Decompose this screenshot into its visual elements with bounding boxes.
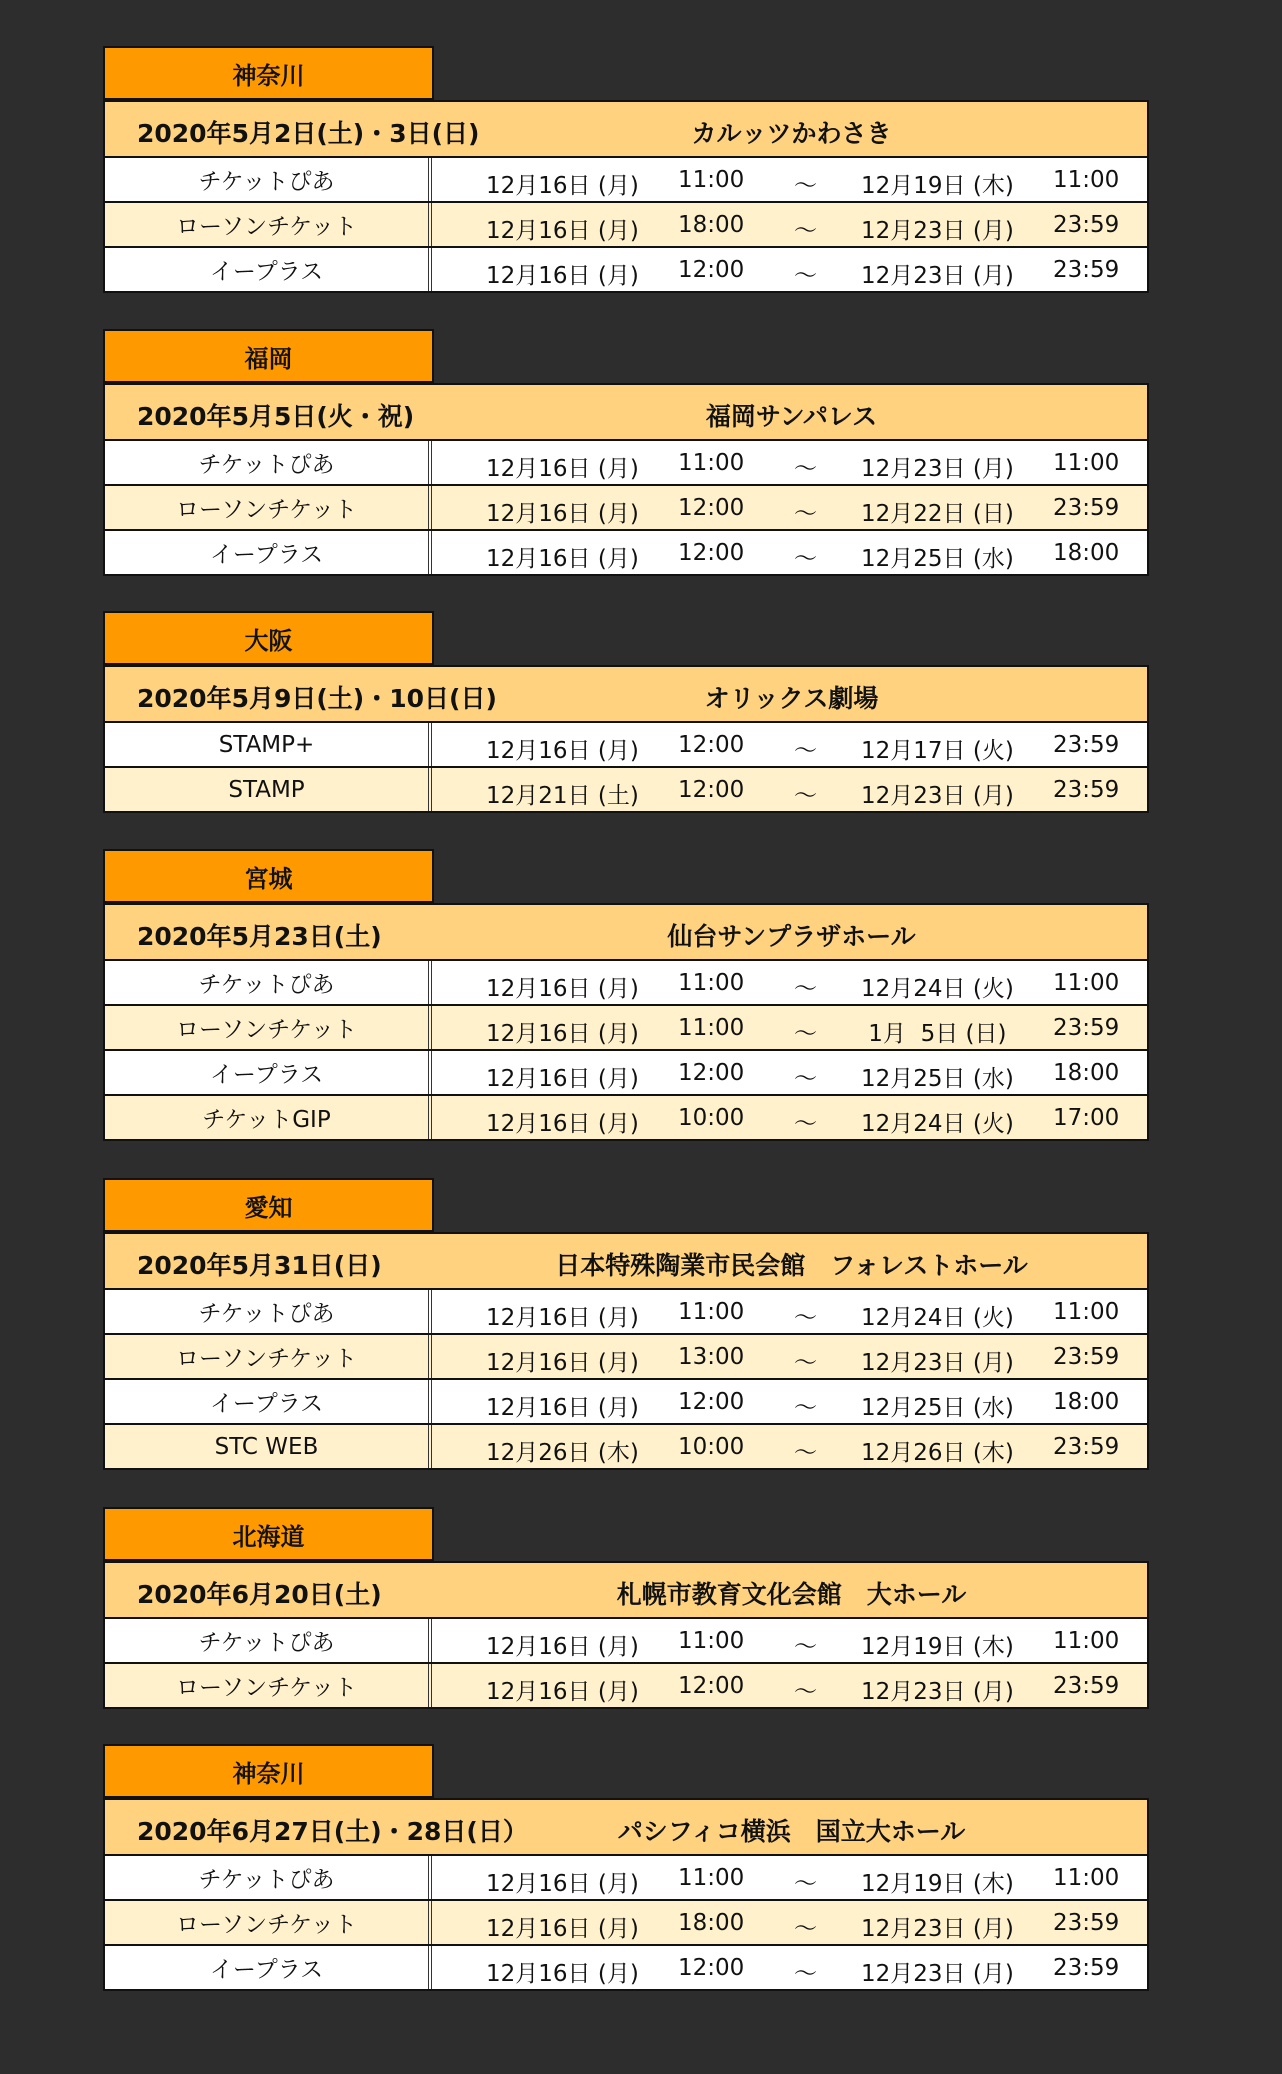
ticket-seller: ローソンチケット xyxy=(105,1006,432,1049)
range-separator: ～ xyxy=(794,783,817,809)
ticket-row xyxy=(103,1290,1149,1335)
ticket-row xyxy=(103,1006,1149,1051)
sale-end-date: 12月19日 (木) xyxy=(861,1871,1014,1897)
range-separator: ～ xyxy=(794,976,817,1002)
range-separator: ～ xyxy=(794,1350,817,1376)
sale-start-time: 12:00 xyxy=(678,777,745,803)
sale-start-time: 12:00 xyxy=(678,1389,745,1415)
ticket-seller: イープラス xyxy=(105,1051,432,1094)
ticket-seller: イープラス xyxy=(105,1380,432,1423)
event-header xyxy=(103,100,1149,158)
venue-block xyxy=(103,1744,1149,1991)
sale-end-time: 23:59 xyxy=(1053,257,1120,283)
ticket-seller: チケットぴあ xyxy=(105,961,432,1004)
ticket-seller: STAMP xyxy=(105,768,432,811)
sale-start-time: 11:00 xyxy=(678,450,745,476)
event-venue: 福岡サンパレス xyxy=(705,402,878,431)
ticket-seller: ローソンチケット xyxy=(105,1664,432,1707)
sale-end-time: 11:00 xyxy=(1053,1865,1120,1891)
sale-start-date: 12月16日 (月) xyxy=(486,546,639,572)
sale-start-time: 11:00 xyxy=(678,167,745,193)
ticket-seller: STAMP+ xyxy=(105,723,432,766)
region-tab: 福岡 xyxy=(103,329,434,383)
venue-block xyxy=(103,611,1149,813)
sale-start-time: 12:00 xyxy=(678,1673,745,1699)
sale-end-date: 12月25日 (水) xyxy=(861,546,1014,572)
sale-start-date: 12月16日 (月) xyxy=(486,173,639,199)
ticket-row xyxy=(103,1335,1149,1380)
sale-start-date: 12月16日 (月) xyxy=(486,1634,639,1660)
ticket-row xyxy=(103,1096,1149,1141)
sale-end-date: 12月23日 (月) xyxy=(861,783,1014,809)
ticket-seller: チケットぴあ xyxy=(105,441,432,484)
event-venue: カルッツかわさき xyxy=(691,119,892,148)
event-venue: オリックス劇場 xyxy=(704,684,879,713)
sale-end-time: 18:00 xyxy=(1053,1389,1120,1415)
sale-end-time: 11:00 xyxy=(1053,450,1120,476)
range-separator: ～ xyxy=(794,1634,817,1660)
sale-start-date: 12月16日 (月) xyxy=(486,218,639,244)
range-separator: ～ xyxy=(794,1305,817,1331)
event-header xyxy=(103,665,1149,723)
sale-start-date: 12月21日 (土) xyxy=(486,783,639,809)
sale-start-date: 12月16日 (月) xyxy=(486,263,639,289)
region-tab: 神奈川 xyxy=(103,1744,434,1798)
event-date: 2020年5月23日(土) xyxy=(137,922,382,951)
sale-end-date: 12月19日 (木) xyxy=(861,173,1014,199)
ticket-seller: イープラス xyxy=(105,248,432,291)
ticket-seller: チケットGIP xyxy=(105,1096,432,1139)
sale-end-date: 12月26日 (木) xyxy=(861,1440,1014,1466)
sale-end-date: 12月23日 (月) xyxy=(861,1350,1014,1376)
ticket-seller: ローソンチケット xyxy=(105,203,432,246)
sale-end-time: 11:00 xyxy=(1053,970,1120,996)
event-date: 2020年5月9日(土)・10日(日) xyxy=(137,684,497,713)
sale-end-date: 12月23日 (月) xyxy=(861,456,1014,482)
ticket-row xyxy=(103,768,1149,813)
sale-start-date: 12月16日 (月) xyxy=(486,456,639,482)
sale-end-date: 12月24日 (火) xyxy=(861,1305,1014,1331)
ticket-row xyxy=(103,1619,1149,1664)
ticket-seller: チケットぴあ xyxy=(105,1290,432,1333)
sale-start-time: 11:00 xyxy=(678,1299,745,1325)
sale-start-time: 11:00 xyxy=(678,970,745,996)
sale-end-date: 12月23日 (月) xyxy=(861,1916,1014,1942)
sale-start-time: 12:00 xyxy=(678,540,745,566)
venue-block xyxy=(103,1178,1149,1470)
sale-start-time: 12:00 xyxy=(678,495,745,521)
region-tab: 大阪 xyxy=(103,611,434,665)
sale-start-date: 12月16日 (月) xyxy=(486,501,639,527)
ticket-row xyxy=(103,158,1149,203)
sale-start-date: 12月16日 (月) xyxy=(486,738,639,764)
range-separator: ～ xyxy=(794,1961,817,1987)
range-separator: ～ xyxy=(794,1066,817,1092)
ticket-seller: チケットぴあ xyxy=(105,1856,432,1899)
sale-start-time: 13:00 xyxy=(678,1344,745,1370)
venue-block xyxy=(103,329,1149,576)
sale-start-time: 12:00 xyxy=(678,1955,745,1981)
ticket-seller: ローソンチケット xyxy=(105,1335,432,1378)
range-separator: ～ xyxy=(794,263,817,289)
sale-start-date: 12月16日 (月) xyxy=(486,1111,639,1137)
sale-start-time: 11:00 xyxy=(678,1015,745,1041)
sale-end-time: 23:59 xyxy=(1053,1910,1120,1936)
sale-end-date: 12月24日 (火) xyxy=(861,1111,1014,1137)
sale-end-time: 23:59 xyxy=(1053,1344,1120,1370)
range-separator: ～ xyxy=(794,1021,817,1047)
range-separator: ～ xyxy=(794,1916,817,1942)
sale-end-date: 12月23日 (月) xyxy=(861,1679,1014,1705)
sale-start-date: 12月16日 (月) xyxy=(486,1395,639,1421)
ticket-row xyxy=(103,1380,1149,1425)
event-date: 2020年6月20日(土) xyxy=(137,1580,382,1609)
sale-end-date: 12月22日 (日) xyxy=(861,501,1014,527)
range-separator: ～ xyxy=(794,173,817,199)
range-separator: ～ xyxy=(794,1679,817,1705)
sale-end-time: 11:00 xyxy=(1053,1628,1120,1654)
region-tab: 宮城 xyxy=(103,849,434,903)
sale-start-time: 12:00 xyxy=(678,732,745,758)
ticket-seller: ローソンチケット xyxy=(105,486,432,529)
range-separator: ～ xyxy=(794,1111,817,1137)
sale-start-time: 12:00 xyxy=(678,257,745,283)
ticket-row xyxy=(103,531,1149,576)
range-separator: ～ xyxy=(794,1440,817,1466)
ticket-row xyxy=(103,1425,1149,1470)
venue-block xyxy=(103,1507,1149,1709)
sale-start-time: 11:00 xyxy=(678,1628,745,1654)
sale-start-time: 18:00 xyxy=(678,1910,745,1936)
range-separator: ～ xyxy=(794,1395,817,1421)
sale-end-time: 11:00 xyxy=(1053,1299,1120,1325)
sale-start-date: 12月16日 (月) xyxy=(486,1679,639,1705)
event-date: 2020年6月27日(土)・28日(日） xyxy=(137,1817,528,1846)
event-header xyxy=(103,1798,1149,1856)
sale-start-time: 12:00 xyxy=(678,1060,745,1086)
ticket-seller: チケットぴあ xyxy=(105,158,432,201)
event-date: 2020年5月5日(火・祝) xyxy=(137,402,415,431)
range-separator: ～ xyxy=(794,218,817,244)
event-venue: パシフィコ横浜 国立大ホール xyxy=(617,1817,966,1846)
event-header xyxy=(103,1561,1149,1619)
range-separator: ～ xyxy=(794,501,817,527)
sale-start-time: 10:00 xyxy=(678,1105,745,1131)
event-header xyxy=(103,383,1149,441)
sale-start-date: 12月26日 (木) xyxy=(486,1440,639,1466)
ticket-seller: ローソンチケット xyxy=(105,1901,432,1944)
ticket-seller: チケットぴあ xyxy=(105,1619,432,1662)
ticket-row xyxy=(103,1664,1149,1709)
region-tab: 北海道 xyxy=(103,1507,434,1561)
sale-end-date: 12月25日 (水) xyxy=(861,1395,1014,1421)
ticket-seller: イープラス xyxy=(105,531,432,574)
sale-start-date: 12月16日 (月) xyxy=(486,1066,639,1092)
sale-start-date: 12月16日 (月) xyxy=(486,1871,639,1897)
ticket-row xyxy=(103,486,1149,531)
sale-end-time: 18:00 xyxy=(1053,540,1120,566)
sale-start-time: 11:00 xyxy=(678,1865,745,1891)
venue-block xyxy=(103,46,1149,293)
ticket-row xyxy=(103,723,1149,768)
sale-end-time: 23:59 xyxy=(1053,1015,1120,1041)
sale-start-time: 10:00 xyxy=(678,1434,745,1460)
sale-end-time: 23:59 xyxy=(1053,1434,1120,1460)
sale-end-time: 18:00 xyxy=(1053,1060,1120,1086)
event-date: 2020年5月31日(日) xyxy=(137,1251,382,1280)
sale-end-date: 12月24日 (火) xyxy=(861,976,1014,1002)
sale-end-time: 17:00 xyxy=(1053,1105,1120,1131)
sale-end-date: 12月17日 (火) xyxy=(861,738,1014,764)
event-venue: 日本特殊陶業市民会館 フォレストホール xyxy=(555,1251,1028,1280)
region-tab: 愛知 xyxy=(103,1178,434,1232)
ticket-row xyxy=(103,248,1149,293)
sale-start-date: 12月16日 (月) xyxy=(486,1021,639,1047)
ticket-row xyxy=(103,961,1149,1006)
range-separator: ～ xyxy=(794,546,817,572)
sale-start-time: 18:00 xyxy=(678,212,745,238)
sale-start-date: 12月16日 (月) xyxy=(486,1961,639,1987)
ticket-row xyxy=(103,203,1149,248)
event-venue: 仙台サンプラザホール xyxy=(667,922,916,951)
sale-end-time: 11:00 xyxy=(1053,167,1120,193)
ticket-seller: STC WEB xyxy=(105,1425,432,1468)
event-header xyxy=(103,903,1149,961)
sale-end-time: 23:59 xyxy=(1053,732,1120,758)
ticket-seller: イープラス xyxy=(105,1946,432,1989)
sale-end-time: 23:59 xyxy=(1053,212,1120,238)
range-separator: ～ xyxy=(794,456,817,482)
ticket-row xyxy=(103,1051,1149,1096)
sale-end-date: 12月23日 (月) xyxy=(861,263,1014,289)
sale-end-date: 12月25日 (水) xyxy=(861,1066,1014,1092)
sale-end-time: 23:59 xyxy=(1053,1955,1120,1981)
sale-end-time: 23:59 xyxy=(1053,1673,1120,1699)
sale-end-date: 1月 5日 (日) xyxy=(861,1021,1007,1047)
sale-end-time: 23:59 xyxy=(1053,495,1120,521)
region-tab: 神奈川 xyxy=(103,46,434,100)
venue-block xyxy=(103,849,1149,1141)
range-separator: ～ xyxy=(794,1871,817,1897)
ticket-row xyxy=(103,1901,1149,1946)
range-separator: ～ xyxy=(794,738,817,764)
sale-start-date: 12月16日 (月) xyxy=(486,1916,639,1942)
event-venue: 札幌市教育文化会館 大ホール xyxy=(616,1580,967,1609)
event-header xyxy=(103,1232,1149,1290)
sale-end-time: 23:59 xyxy=(1053,777,1120,803)
ticket-row xyxy=(103,1946,1149,1991)
sale-end-date: 12月23日 (月) xyxy=(861,1961,1014,1987)
sale-end-date: 12月23日 (月) xyxy=(861,218,1014,244)
sale-start-date: 12月16日 (月) xyxy=(486,1350,639,1376)
sale-end-date: 12月19日 (木) xyxy=(861,1634,1014,1660)
ticket-row xyxy=(103,441,1149,486)
sale-start-date: 12月16日 (月) xyxy=(486,976,639,1002)
ticket-row xyxy=(103,1856,1149,1901)
sale-start-date: 12月16日 (月) xyxy=(486,1305,639,1331)
event-date: 2020年5月2日(土)・3日(日) xyxy=(137,119,480,148)
